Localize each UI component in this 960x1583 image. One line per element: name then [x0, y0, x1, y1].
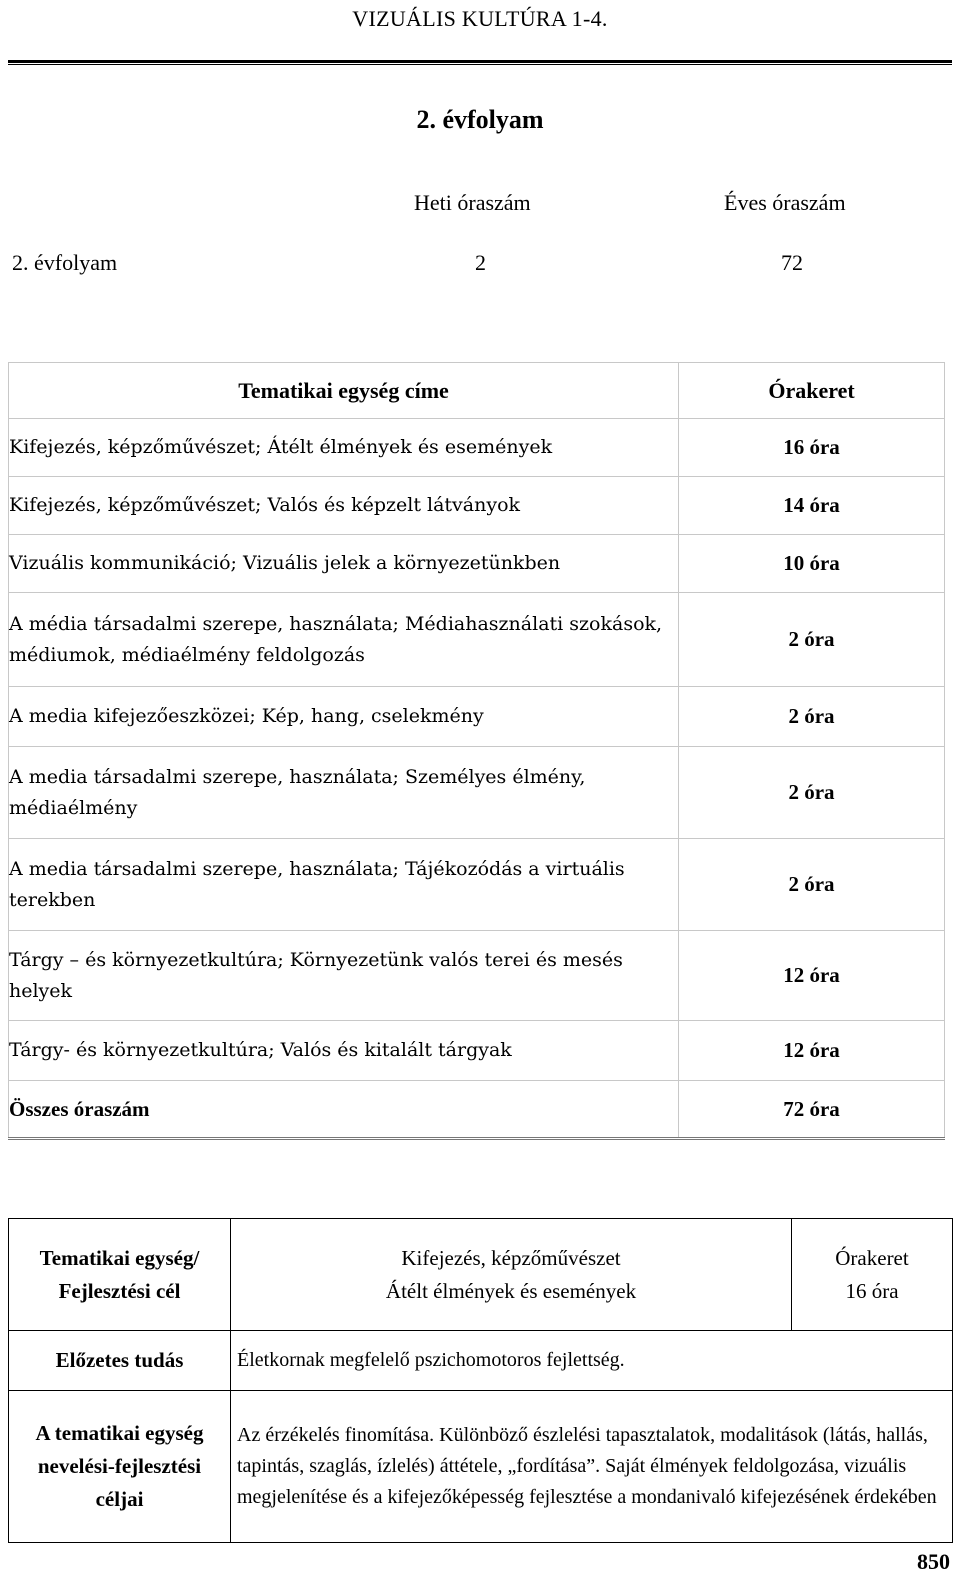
table-row	[9, 593, 945, 687]
hours-header-row	[0, 190, 960, 220]
frame-label: Órakeret	[835, 1245, 909, 1270]
unit-hours: 2 óra	[679, 593, 945, 687]
goals-text: Az érzékelés finomítása. Különböző észlelési tapasztalatok, modalitások (látás, hallás, tapintás, szaglás, ízlelés) áttétele, „fordítása”. Saját élmények feldolgozása, vizuális megjelenítése és a kifejezőképesség fejlesztése a mondanivaló kifejezésének érdekében	[231, 1391, 953, 1543]
unit-detail-table	[8, 1218, 953, 1543]
unit-hours: 12 óra	[679, 1021, 945, 1081]
hours-value-row	[0, 250, 960, 280]
unit-hours: 2 óra	[679, 747, 945, 839]
goals-label: A tematikai egység nevelési-fejlesztési céljai	[9, 1391, 231, 1543]
frame-cell	[792, 1219, 953, 1331]
frame-value: 16 óra	[845, 1278, 899, 1303]
unit-topic: A media kifejezőeszközei; Kép, hang, cselekmény	[9, 705, 484, 727]
unit-label-line-1: Tematikai egység/	[39, 1245, 200, 1270]
grade-row-label: 2. évfolyam	[12, 250, 118, 275]
goals-row	[9, 1391, 953, 1543]
unit-hours: 14 óra	[679, 477, 945, 535]
grade-title: 2. évfolyam	[416, 105, 544, 134]
weekly-hours-label: Heti óraszám	[414, 190, 531, 215]
yearly-hours-label: Éves óraszám	[724, 190, 846, 215]
weekly-hours-value: 2	[475, 250, 486, 275]
unit-title-cell	[231, 1219, 792, 1331]
unit-hours: 2 óra	[679, 687, 945, 747]
total-hours: 72 óra	[679, 1081, 945, 1139]
yearly-hours-value: 72	[781, 250, 803, 275]
prior-knowledge-label: Előzetes tudás	[9, 1331, 231, 1391]
hours-column-header: Órakeret	[679, 363, 945, 419]
thematic-units-table	[8, 362, 945, 1140]
page-number: 850	[917, 1549, 950, 1574]
unit-topic: A media társadalmi szerepe, használata; Tájékozódás a virtuális terekben	[9, 857, 625, 911]
unit-topic: A média társadalmi szerepe, használata; Médiahasználati szokások, médiumok, médiaélmény feldolgozás	[9, 612, 663, 666]
detail-header-row	[9, 1219, 953, 1331]
unit-hours: 10 óra	[679, 535, 945, 593]
table-row	[9, 931, 945, 1021]
unit-label-cell	[9, 1219, 231, 1331]
unit-hours: 12 óra	[679, 931, 945, 1021]
table-row	[9, 747, 945, 839]
total-label: Összes óraszám	[9, 1081, 679, 1139]
unit-hours: 2 óra	[679, 839, 945, 931]
header-rule	[8, 60, 952, 65]
units-table-header	[9, 363, 945, 419]
unit-topic: Kifejezés, képzőművészet; Átélt élmények és események	[9, 436, 553, 458]
unit-topic: Tárgy- és környezetkultúra; Valós és kitalált tárgyak	[9, 1039, 512, 1061]
unit-topic: Tárgy – és környezetkultúra; Környezetünk valós terei és mesés helyek	[9, 948, 623, 1002]
table-row	[9, 419, 945, 477]
document-header: VIZUÁLIS KULTÚRA 1-4.	[352, 6, 608, 31]
table-row	[9, 839, 945, 931]
unit-title-line-1: Kifejezés, képzőművészet	[401, 1245, 621, 1270]
table-row	[9, 1021, 945, 1081]
unit-topic: A media társadalmi szerepe, használata; Személyes élmény, médiaélmény	[9, 765, 586, 819]
unit-label-line-2: Fejlesztési cél	[58, 1278, 181, 1303]
unit-hours: 16 óra	[679, 419, 945, 477]
total-row	[9, 1081, 945, 1139]
table-row	[9, 535, 945, 593]
topic-column-header: Tematikai egység címe	[9, 363, 679, 419]
unit-topic: Vizuális kommunikáció; Vizuális jelek a környezetünkben	[9, 552, 561, 574]
table-row	[9, 687, 945, 747]
prior-knowledge-row	[9, 1331, 953, 1391]
unit-topic: Kifejezés, képzőművészet; Valós és képzelt látványok	[9, 494, 521, 516]
table-row	[9, 477, 945, 535]
prior-knowledge-text: Életkornak megfelelő pszichomotoros fejlettség.	[231, 1331, 953, 1391]
unit-title-line-2: Átélt élmények és események	[385, 1278, 637, 1303]
